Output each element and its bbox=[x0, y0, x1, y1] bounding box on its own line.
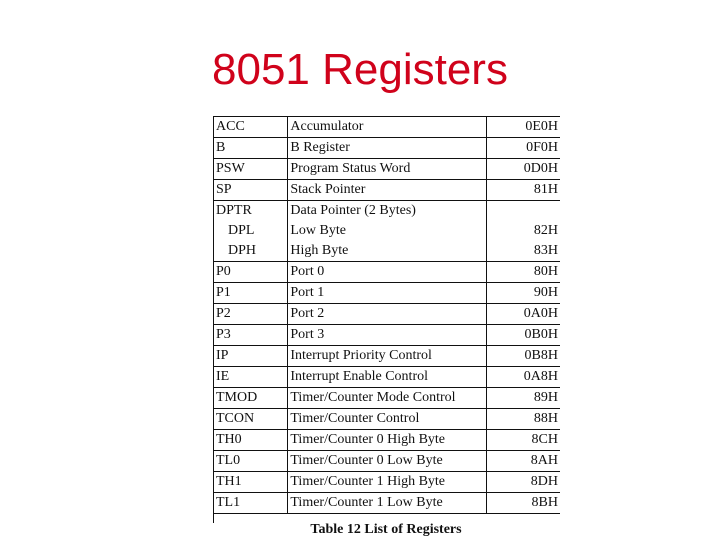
register-name: B bbox=[214, 138, 288, 159]
register-description: Low Byte bbox=[288, 221, 486, 241]
register-address: 0D0H bbox=[486, 159, 560, 180]
table-row bbox=[214, 283, 560, 304]
register-description: Timer/Counter 1 Low Byte bbox=[288, 493, 486, 514]
register-description: Timer/Counter 0 Low Byte bbox=[288, 451, 486, 472]
register-address: 8CH bbox=[486, 430, 560, 451]
register-address: 8AH bbox=[486, 451, 560, 472]
register-description: Port 1 bbox=[288, 283, 486, 304]
table-row bbox=[214, 346, 560, 367]
register-address: 88H bbox=[486, 409, 560, 430]
register-address: 8DH bbox=[486, 472, 560, 493]
register-name: P0 bbox=[214, 262, 288, 283]
register-address: 0E0H bbox=[486, 117, 560, 138]
register-description: Port 2 bbox=[288, 304, 486, 325]
register-description: Port 3 bbox=[288, 325, 486, 346]
register-description: Timer/Counter 1 High Byte bbox=[288, 472, 486, 493]
slide-title: 8051 Registers bbox=[212, 45, 508, 94]
register-name: SP bbox=[214, 180, 288, 201]
table-row bbox=[214, 388, 560, 409]
table-row bbox=[214, 180, 560, 201]
table-row bbox=[214, 325, 560, 346]
register-name: P3 bbox=[214, 325, 288, 346]
table-row bbox=[214, 304, 560, 325]
register-name: IP bbox=[214, 346, 288, 367]
register-description: Interrupt Enable Control bbox=[288, 367, 486, 388]
register-address: 8BH bbox=[486, 493, 560, 514]
table-row bbox=[214, 117, 560, 138]
table-row bbox=[214, 472, 560, 493]
register-description: Program Status Word bbox=[288, 159, 486, 180]
register-name: DPTR bbox=[214, 201, 288, 222]
table-caption: Table 12 List of Registers bbox=[310, 522, 462, 537]
register-address bbox=[486, 201, 560, 222]
table-row bbox=[214, 241, 560, 262]
register-address: 80H bbox=[486, 262, 560, 283]
register-name-text: DPL bbox=[228, 223, 255, 238]
register-address: 89H bbox=[486, 388, 560, 409]
register-address: 83H bbox=[486, 241, 560, 262]
register-description: Timer/Counter Mode Control bbox=[288, 388, 486, 409]
table-row bbox=[214, 430, 560, 451]
register-name: P2 bbox=[214, 304, 288, 325]
register-description: Interrupt Priority Control bbox=[288, 346, 486, 367]
register-name: PSW bbox=[214, 159, 288, 180]
register-address: 0A0H bbox=[486, 304, 560, 325]
register-name: ACC bbox=[214, 117, 288, 138]
table-row bbox=[214, 159, 560, 180]
register-address: 0F0H bbox=[486, 138, 560, 159]
register-table-frame bbox=[213, 116, 560, 523]
register-description: Timer/Counter 0 High Byte bbox=[288, 430, 486, 451]
register-name bbox=[214, 241, 288, 262]
register-name: TCON bbox=[214, 409, 288, 430]
register-address: 81H bbox=[486, 180, 560, 201]
table-row bbox=[214, 262, 560, 283]
table-row bbox=[214, 201, 560, 222]
register-name: TMOD bbox=[214, 388, 288, 409]
register-address: 82H bbox=[533, 223, 558, 238]
register-name: TL1 bbox=[214, 493, 288, 514]
register-description: Stack Pointer bbox=[288, 180, 486, 201]
register-name: IE bbox=[214, 367, 288, 388]
table-row bbox=[214, 138, 560, 159]
register-address: 0B8H bbox=[486, 346, 560, 367]
register-name: TL0 bbox=[214, 451, 288, 472]
register-description: Accumulator bbox=[288, 117, 486, 138]
register-description: Timer/Counter Control bbox=[288, 409, 486, 430]
table-row bbox=[214, 221, 560, 241]
register-description: Data Pointer (2 Bytes) bbox=[288, 201, 486, 222]
table-row bbox=[214, 493, 560, 514]
register-address: 0B0H bbox=[486, 325, 560, 346]
register-name: TH1 bbox=[214, 472, 288, 493]
table-row bbox=[214, 367, 560, 388]
table-row bbox=[214, 451, 560, 472]
register-name: TH0 bbox=[214, 430, 288, 451]
register-table bbox=[214, 117, 560, 514]
register-address: 0A8H bbox=[486, 367, 560, 388]
register-name-text: DPH bbox=[228, 243, 257, 258]
register-description: Port 0 bbox=[288, 262, 486, 283]
table-row bbox=[214, 409, 560, 430]
register-description: High Byte bbox=[288, 241, 486, 262]
register-name bbox=[214, 221, 288, 241]
register-address: 90H bbox=[486, 283, 560, 304]
register-name: P1 bbox=[214, 283, 288, 304]
register-description: B Register bbox=[288, 138, 486, 159]
